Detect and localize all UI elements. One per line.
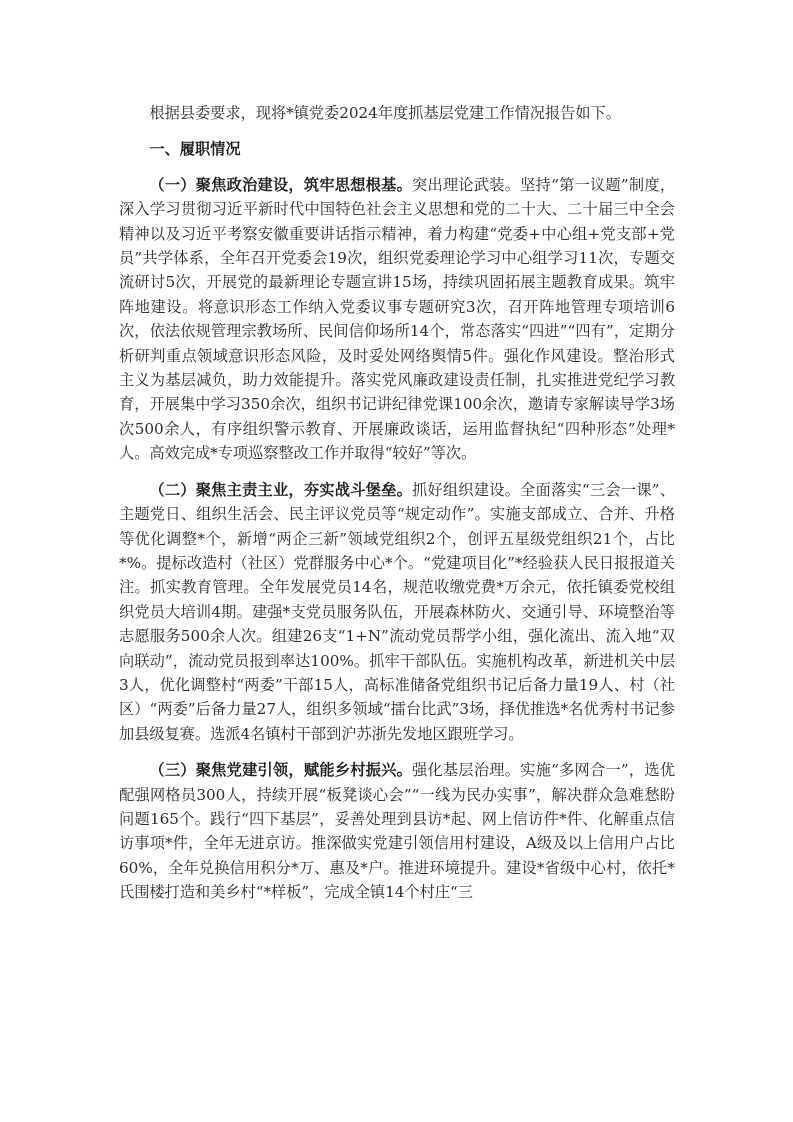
section-lead: （一）聚焦政治建设，筑牢思想根基。 bbox=[149, 175, 413, 194]
section-heading-performance: 一、履职情况 bbox=[149, 140, 241, 159]
section-main-responsibility bbox=[119, 478, 675, 746]
section-body: 抓好组织建设。全面落实“三会一课”、主题党日、组织生活会、民主评议党员等“规定动作”。实施支部成立、合并、升格等优化调整*个，新增“两企三新”领域党组织2个，创评五星级党组织21个，占比*%。提标改造村（社区）党群服务中心*个。“党建项目化”*经验获人民日报报道关注。抓实教育管理。全年发展党员14名，规范收缴党费*万余元，依托镇委党校组织党员大培训4期。建强*支党员服务队伍，开展森林防火、交通引导、环境整治等志愿服务500余人次。组建26支“1+N”流动党员帮学小组，强化流出、流入地“双向联动”，流动党员报到率达100%。抓牢干部队伍。实施机构改革，新进机关中层3人，优化调整村“两委”干部15人，高标准储备党组织书记后备力量19人、村（社区）“两委”后备力量27人，组织多领域“擂台比武”3场，择优推选*名优秀村书记参加县级复赛。选派4名镇村干部到沪苏浙先发地区跟班学习。 bbox=[119, 480, 676, 743]
section-body: 强化基层治理。实施“多网合一”，选优配强网格员300人，持续开展“板凳谈心会”“一线为民办实事”，解决群众急难愁盼问题165个。践行“四下基层”，妥善处理到县访*起、网上信访件*件、化解重点信访事项*件，全年无进京访。推深做实党建引领信用村建设，A级及以上信用户占比60%，全年兑换信用积分*万、惠及*户。推进环境提升。建设*省级中心村，依托*氏围楼打造和美乡村“*样板”，完成全镇14个村庄“三 bbox=[119, 761, 676, 902]
section-political-building bbox=[119, 173, 675, 466]
section-lead: （二）聚焦主责主业，夯实战斗堡垒。 bbox=[149, 480, 413, 499]
document-page bbox=[119, 101, 675, 917]
section-rural-revitalization bbox=[119, 758, 675, 904]
section-lead: （三）聚焦党建引领，赋能乡村振兴。 bbox=[149, 761, 413, 780]
intro-paragraph: 根据县委要求，现将*镇党委2024年度抓基层党建工作情况报告如下。 bbox=[149, 104, 621, 122]
section-body: 突出理论武装。坚持“第一议题”制度，深入学习贯彻习近平新时代中国特色社会主义思想和党的二十大、二十届三中全会精神以及习近平考察安徽重要讲话指示精神，着力构建“党委+中心组+党支部+党员”共学体系，全年召开党委会19次，组织党委理论学习中心组学习11次，专题交流研讨5次，开展党的最新理论专题宣讲15场，持续巩固拓展主题教育成果。筑牢阵地建设。将意识形态工作纳入党委议事专题研究3次，召开阵地管理专项培训6次，依法依规管理宗教场所、民间信仰场所14个，常态落实“四进”“四有”，定期分析研判重点领域意识形态风险，及时妥处网络舆情5件。强化作风建设。整治形式主义为基层减负，助力效能提升。落实党风廉政建设责任制，扎实推进党纪学习教育，开展集中学习350余次，组织书记讲纪律党课100余次，邀请专家解读导学3场次500余人，有序组织警示教育、开展廉政谈话，运用监督执纪“四种形态”处理*人。高效完成*专项巡察整改工作并取得“较好”等次。 bbox=[119, 175, 676, 463]
